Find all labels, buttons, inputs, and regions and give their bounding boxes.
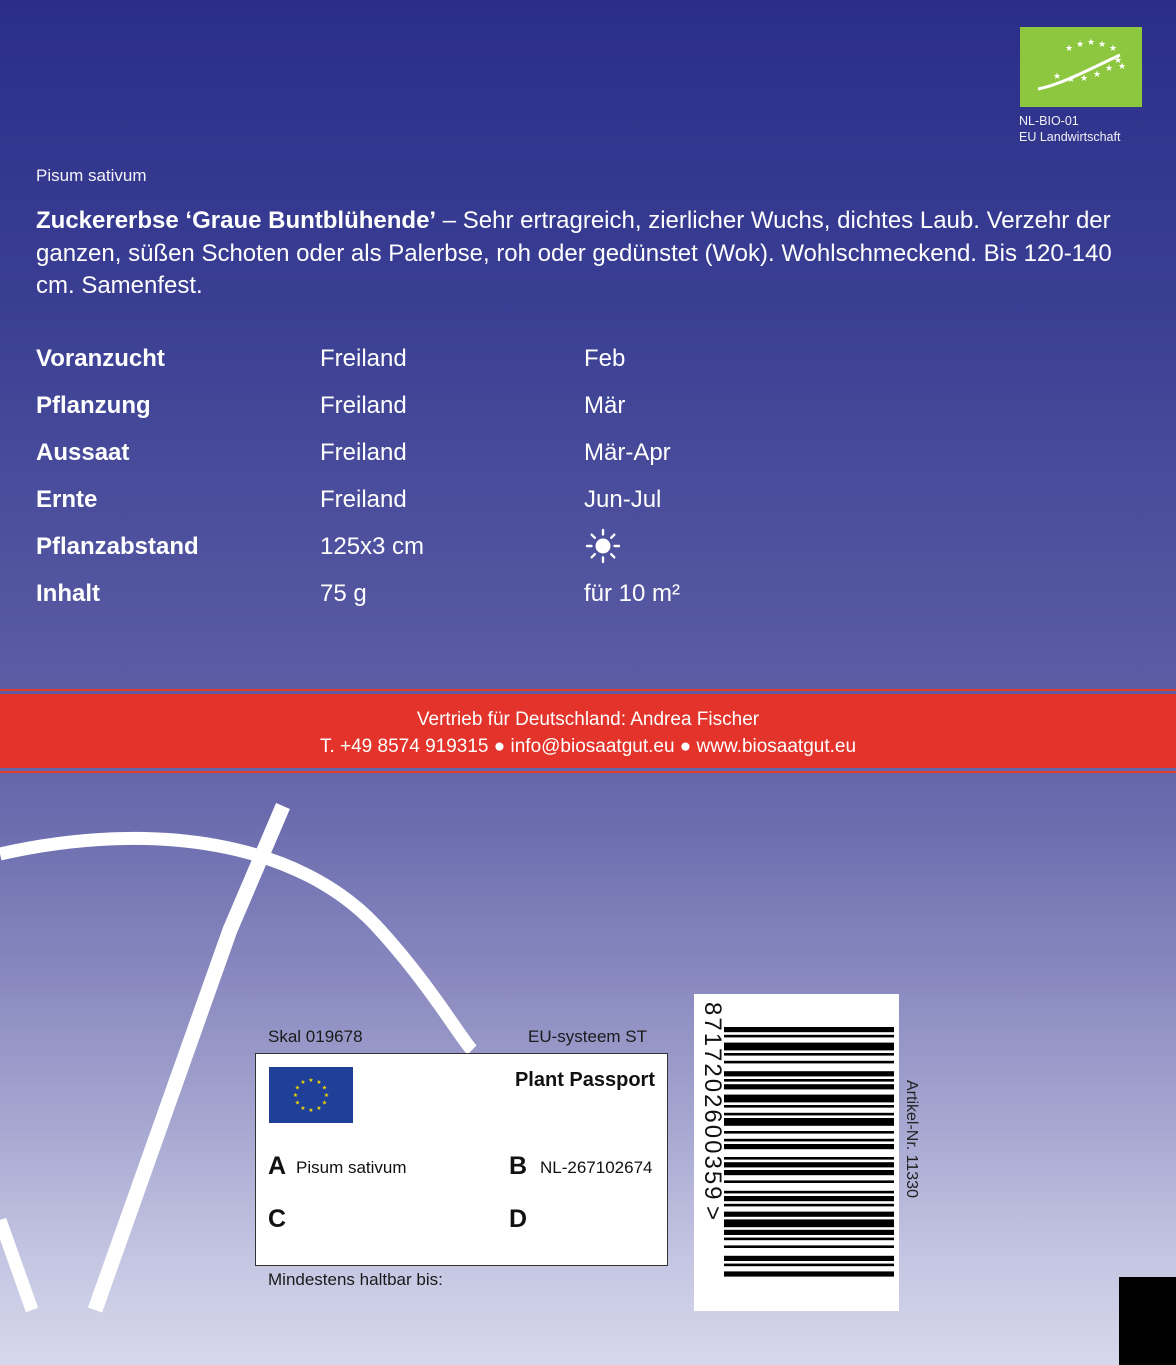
plant-passport-title: Plant Passport xyxy=(514,1069,655,1091)
barcode-bar xyxy=(724,1061,894,1064)
svg-text:★: ★ xyxy=(300,1079,306,1086)
barcode-bar xyxy=(724,1204,894,1207)
organic-certification-text xyxy=(1019,113,1120,145)
row-label: Ernte xyxy=(36,486,98,513)
row-month: Mär-Apr xyxy=(584,439,671,466)
latin-name: Pisum sativum xyxy=(36,166,147,185)
svg-text:★: ★ xyxy=(308,1107,314,1114)
svg-text:★: ★ xyxy=(1080,74,1089,84)
distributor-line: Vertrieb für Deutschland: Andrea Fischer xyxy=(416,709,760,730)
organic-origin: EU Landwirtschaft xyxy=(1019,130,1121,144)
sun-icon xyxy=(584,533,622,565)
barcode-bar xyxy=(724,1105,894,1108)
field-d-letter: D xyxy=(509,1205,528,1233)
row-value: 125x3 cm xyxy=(320,533,425,560)
barcode-bar xyxy=(724,1027,894,1032)
row-month: Mär xyxy=(584,392,626,419)
barcode-bar xyxy=(724,1170,894,1175)
barcode-bar xyxy=(724,1071,894,1076)
barcode-number: 8717202600359 xyxy=(699,1002,726,1202)
field-b-value: NL-267102674 xyxy=(540,1158,653,1177)
band-bottom-line xyxy=(0,771,1176,773)
svg-text:★: ★ xyxy=(1053,72,1062,82)
barcode-bar xyxy=(724,1191,894,1194)
distribution-band xyxy=(0,694,1176,768)
row-value: Freiland xyxy=(320,345,407,372)
barcode-bar xyxy=(724,1113,894,1116)
barcode-bar xyxy=(724,1043,894,1051)
barcode-bar xyxy=(724,1095,894,1103)
eu-organic-leaf-icon xyxy=(1020,27,1142,107)
row-label: Inhalt xyxy=(36,580,100,607)
barcode-bar xyxy=(724,1264,894,1267)
svg-text:★: ★ xyxy=(308,1077,314,1084)
plant-passport xyxy=(255,1053,668,1266)
barcode-bar xyxy=(724,1196,894,1201)
barcode-bar xyxy=(724,1079,894,1082)
eu-flag-icon xyxy=(269,1067,353,1123)
row-area: für 10 m² xyxy=(584,580,681,607)
barcode-bar xyxy=(724,1180,894,1183)
svg-text:★: ★ xyxy=(321,1099,328,1107)
barcode-digits xyxy=(700,1002,728,1302)
barcode-bar xyxy=(724,1144,894,1149)
svg-text:★: ★ xyxy=(316,1105,322,1112)
barcode-bar xyxy=(724,1118,894,1126)
barcode-bar xyxy=(724,1256,894,1261)
field-a-letter: A xyxy=(268,1152,287,1180)
row-month: Jun-Jul xyxy=(584,486,662,513)
barcode-bar xyxy=(724,1084,894,1089)
row-label: Pflanzung xyxy=(36,392,151,419)
barcode-bar xyxy=(724,1139,894,1142)
barcode-bar xyxy=(724,1131,894,1134)
svg-text:★: ★ xyxy=(1093,70,1102,80)
svg-text:★: ★ xyxy=(1114,56,1123,66)
barcode-bar xyxy=(724,1271,894,1276)
barcode-marker: > xyxy=(699,1205,726,1220)
band-top-line xyxy=(0,689,1176,691)
field-c-letter: C xyxy=(268,1205,287,1233)
barcode-bar xyxy=(724,1219,894,1227)
svg-text:★: ★ xyxy=(323,1092,330,1099)
svg-text:★: ★ xyxy=(1105,64,1114,74)
svg-text:★: ★ xyxy=(1118,62,1127,72)
row-month: Feb xyxy=(584,345,626,372)
row-label: Pflanzabstand xyxy=(36,533,199,560)
product-name: Zuckererbse ‘Graue Buntblühende’ xyxy=(36,207,437,234)
row-value: 75 g xyxy=(320,580,367,607)
product-description xyxy=(36,205,1148,303)
row-label: Aussaat xyxy=(36,439,130,466)
barcode-bar xyxy=(724,1238,894,1241)
barcode-bar xyxy=(724,1035,894,1038)
barcode-bar xyxy=(724,1245,894,1248)
eu-organic-logo xyxy=(1020,27,1142,107)
svg-text:★: ★ xyxy=(294,1099,301,1107)
barcode-bar xyxy=(724,1053,894,1056)
svg-text:★: ★ xyxy=(1087,38,1096,48)
black-corner-block xyxy=(1119,1277,1176,1365)
field-b-letter: B xyxy=(509,1152,528,1180)
field-a-value: Pisum sativum xyxy=(296,1158,407,1177)
svg-text:★: ★ xyxy=(292,1092,299,1099)
barcode-bar xyxy=(724,1212,894,1217)
best-before-label: Mindestens haltbar bis: xyxy=(268,1270,443,1289)
article-number: Artikel-Nr. 11330 xyxy=(903,1080,920,1198)
barcode-bar xyxy=(724,1157,894,1160)
svg-text:★: ★ xyxy=(294,1084,301,1092)
svg-text:★: ★ xyxy=(1067,75,1076,85)
organic-code: NL-BIO-01 xyxy=(1019,114,1079,128)
contact-line: T. +49 8574 919315 ● info@biosaatgut.eu ● www.biosaatgut.eu xyxy=(319,736,857,757)
svg-text:★: ★ xyxy=(1109,44,1118,54)
row-value: Freiland xyxy=(320,392,407,419)
barcode-bar xyxy=(724,1162,894,1167)
svg-text:★: ★ xyxy=(1076,40,1085,50)
skal-number: Skal 019678 xyxy=(268,1027,363,1046)
barcode-bar xyxy=(724,1230,894,1235)
row-value: Freiland xyxy=(320,486,407,513)
row-label: Voranzucht xyxy=(36,345,165,372)
svg-text:★: ★ xyxy=(1098,40,1107,50)
svg-text:★: ★ xyxy=(300,1105,306,1112)
svg-text:★: ★ xyxy=(1065,44,1074,54)
row-value: Freiland xyxy=(320,439,407,466)
svg-text:★: ★ xyxy=(316,1079,322,1086)
product-description-text: – Sehr ertragreich, zierlicher Wuchs, dichtes Laub. Verzehr der ganzen, süßen Schoten oder als Palerbse, roh oder gedünstet (Wok). Wohlschmeckend. Bis 120-140 cm. Samenfest. xyxy=(36,207,1112,299)
svg-text:★: ★ xyxy=(321,1084,328,1092)
eu-system-label: EU-systeem ST xyxy=(528,1027,648,1046)
